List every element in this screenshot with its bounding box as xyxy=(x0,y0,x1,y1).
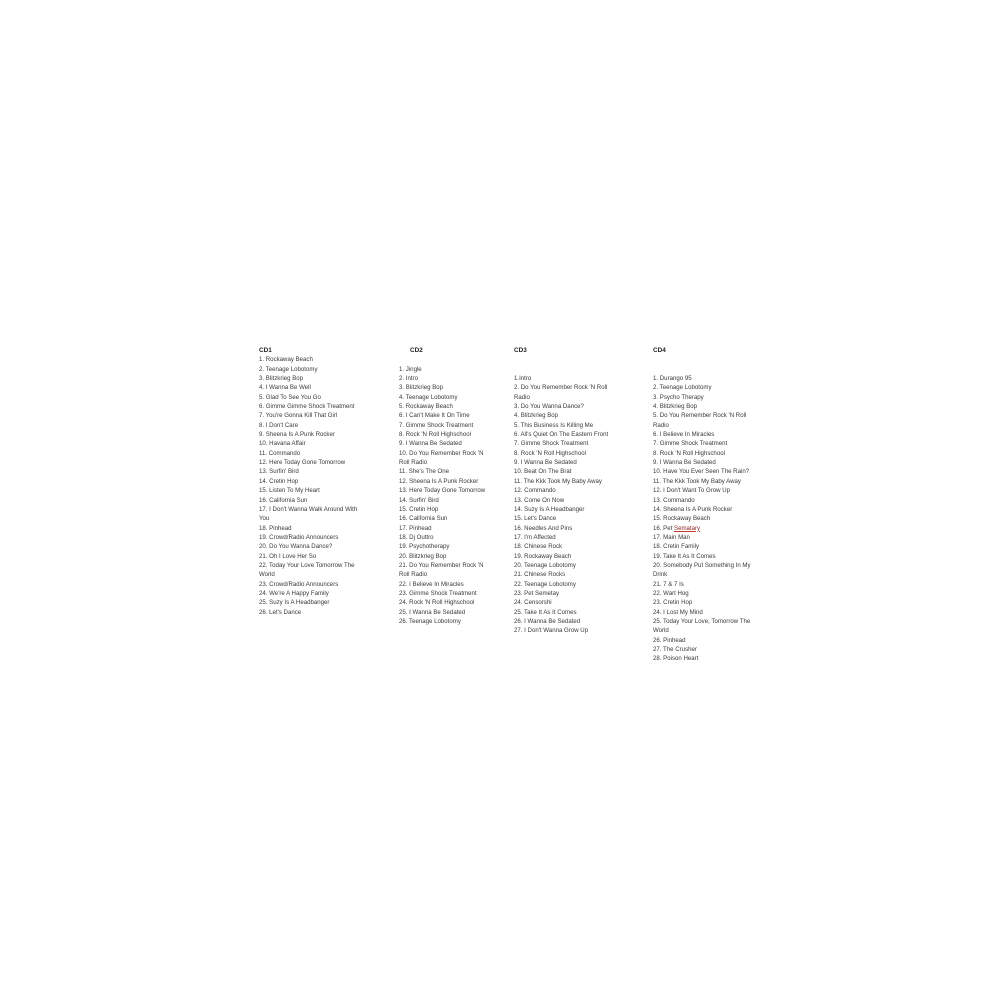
track-item: 12. I Don't Want To Grow Up xyxy=(653,487,731,495)
track-list xyxy=(514,374,614,636)
track-item: 15. Rockaway Beach xyxy=(653,515,711,523)
track-list xyxy=(399,365,489,627)
track-item: 4. Teenage Lobotomy xyxy=(399,393,458,401)
track-item: 16. Needles And Pins xyxy=(514,524,573,532)
track-item: 9. I Wanna Be Sedated xyxy=(399,440,462,448)
track-item: 2. Do You Remember Rock 'N Roll Radio xyxy=(514,384,608,401)
track-item: 24. Rock 'N Roll Highschool xyxy=(399,599,475,607)
track-item: 23. Crowd/Radio Announcers xyxy=(259,580,339,588)
track-item: 2. Teenage Lobotomy xyxy=(653,384,712,392)
track-item: 3. Psycho Therapy xyxy=(653,393,704,401)
track-item: 28. Poison Heart xyxy=(653,655,699,663)
track-item: 19. Psychotherapy xyxy=(399,543,450,551)
spacer xyxy=(653,355,753,364)
track-item: 27. The Crusher xyxy=(653,646,697,653)
track-item: 1. Durango 95 xyxy=(653,375,692,383)
track-item: 13. Come On Now xyxy=(514,496,565,504)
track-item: 26. Pinhead xyxy=(653,636,686,644)
track-item: 5. Rockaway Beach xyxy=(399,403,453,411)
spacer xyxy=(653,365,753,374)
track-item: 8. Rock 'N Roll Highschool xyxy=(653,449,725,457)
disc-heading: CD1 xyxy=(259,347,272,354)
track-item: 3. Blitzkrieg Bop xyxy=(399,384,444,392)
track-item: 26. Teenage Lobotomy xyxy=(399,617,461,625)
track-item: 19. Take It As It Comes xyxy=(653,552,716,560)
track-item: 5. Glad To See You Go xyxy=(259,393,321,401)
track-item: 17. I Don't Wanna Walk Around With You xyxy=(259,505,358,523)
track-item: 23. Pet Semetay xyxy=(514,589,560,597)
track-item: 3. Blitzkrieg Bop xyxy=(259,375,304,383)
disc-column-cd4 xyxy=(653,346,753,664)
track-item: 10. Have You Ever Seen The Rain? xyxy=(653,468,750,476)
track-item: 17. Pinhead xyxy=(399,524,432,532)
track-item: 19. Rockaway Beach xyxy=(514,552,572,560)
track-item: 7. Gimme Shock Treatment xyxy=(653,440,728,448)
track-item: 22. I Believe In Miracles xyxy=(399,580,464,588)
track-item: 1. Jingle xyxy=(399,365,422,373)
spacer xyxy=(514,355,614,364)
track-item: 10. Beat On The Brat xyxy=(514,468,572,476)
track-item: 9. I Wanna Be Sedated xyxy=(653,459,716,467)
track-item: 26. I Wanna Be Sedated xyxy=(514,617,581,625)
track-item: 16. California Sun xyxy=(399,515,448,523)
track-item: 16. Pet Sematary xyxy=(653,524,701,532)
track-item: 22. Teenage Lobotomy xyxy=(514,580,576,588)
spellcheck-flagged-word: Sematary xyxy=(674,524,701,532)
track-item: 15. Cretin Hop xyxy=(399,505,439,513)
track-item: 7. Gimme Shock Treatment xyxy=(514,440,589,448)
track-item: 7. Gimme Shock Treatment xyxy=(399,421,474,429)
track-item: 19. Crowd/Radio Announcers xyxy=(259,533,339,541)
track-item: 11. The Kkk Took My Baby Away xyxy=(653,477,741,485)
track-item: 23. Cretin Hop xyxy=(653,599,693,607)
track-item: 5. Do You Remember Rock 'N Roll Radio xyxy=(653,412,747,429)
track-item: 26. Let's Dance xyxy=(259,608,302,616)
track-item: 16. California Sun xyxy=(259,496,308,504)
track-item: 9. I Wanna Be Sedated xyxy=(514,459,577,467)
track-item: 27. I Don't Wanna Grow Up xyxy=(514,627,589,635)
track-item: 21. 7 & 7 Is xyxy=(653,580,684,588)
track-item: 25. I Wanna Be Sedated xyxy=(399,608,466,616)
track-item: 15. Listen To My Heart xyxy=(259,487,320,495)
track-item: 20. Teenage Lobotomy xyxy=(514,561,576,569)
track-item: 21. Chinese Rocks xyxy=(514,571,566,579)
track-item: 17. I'm Affected xyxy=(514,533,556,541)
track-item: 25. Today Your Love, Tomorrow The World xyxy=(653,617,751,635)
disc-heading: CD4 xyxy=(653,347,666,354)
track-list xyxy=(259,355,367,617)
track-item: 13. Commando xyxy=(653,496,695,504)
track-item: 6. Gimme Gimme Shock Treatment xyxy=(259,403,355,411)
track-item: 2. Teenage Lobotomy xyxy=(259,365,318,373)
track-item: 8. Rock 'N Roll Highschool xyxy=(514,449,586,457)
track-item: 25. Suzy Is A Headbanger xyxy=(259,599,330,607)
track-item: 4. Blitzkrieg Bop xyxy=(653,403,698,411)
track-item: 15. Let's Dance xyxy=(514,515,557,523)
track-item: 1.Intro xyxy=(514,375,532,383)
track-item: 14. Surfin' Bird xyxy=(399,496,439,504)
disc-column-cd2 xyxy=(399,346,489,626)
disc-column-cd1 xyxy=(259,346,367,617)
track-item: 21. Oh I Love Her So xyxy=(259,552,317,560)
track-item: 3. Do You Wanna Dance? xyxy=(514,403,584,411)
track-item: 14. Suzy Is A Headbanger xyxy=(514,505,585,513)
track-item: 20. Blitzkrieg Bop xyxy=(399,552,447,560)
track-item: 6. I Believe In Miracles xyxy=(653,431,715,439)
track-item: 4. I Wanna Be Well xyxy=(259,384,311,392)
track-item: 1. Rockaway Beach xyxy=(259,356,313,364)
track-item: 22. Wart Hog xyxy=(653,589,689,597)
track-item: 23. Gimme Shock Treatment xyxy=(399,589,477,597)
track-item: 12. Commando xyxy=(514,487,556,495)
track-item: 24. I Lost My Mind xyxy=(653,608,703,616)
track-item: 17. Main Man xyxy=(653,533,690,541)
track-item: 14. Cretin Hop xyxy=(259,477,299,485)
track-item: 8. Rock 'N Roll Highschool xyxy=(399,431,471,439)
track-item: 18. Cretin Family xyxy=(653,543,700,551)
track-item: 24. Censorshi xyxy=(514,599,552,607)
track-item: 14. Sheena Is A Punk Rocker xyxy=(653,505,733,513)
track-item: 11. Commando xyxy=(259,449,301,457)
track-item: 20. Do You Wanna Dance? xyxy=(259,543,333,551)
track-item: 4. Blitzkrieg Bop xyxy=(514,412,559,420)
track-item: 22. Today Your Love Tomorrow The World xyxy=(259,561,355,579)
track-item: 10. Havana Affair xyxy=(259,440,306,448)
track-item: 8. I Don't Care xyxy=(259,421,299,429)
track-item: 11. The Kkk Took My Baby Away xyxy=(514,477,602,485)
track-item: 12. Here Today Gone Tomorrow xyxy=(259,459,346,467)
track-list xyxy=(653,374,753,664)
track-item: 13. Here Today Gone Tomorrow xyxy=(399,487,486,495)
track-item: 12. Sheena Is A Punk Rocker xyxy=(399,477,479,485)
track-item: 10. Do You Remember Rock 'N Roll Radio xyxy=(399,449,484,467)
spacer xyxy=(399,355,489,364)
track-item: 11. She's The One xyxy=(399,468,450,476)
disc-heading: CD3 xyxy=(514,347,527,354)
track-item: 18. Chinese Rock xyxy=(514,543,563,551)
track-item: 13. Surfin' Bird xyxy=(259,468,299,476)
track-item: 9. Sheena Is A Punk Rocker xyxy=(259,431,335,439)
track-item: 18. Pinhead xyxy=(259,524,292,532)
track-item: 6. All's Quiet On The Eastern Front xyxy=(514,431,609,439)
track-item: 2. Intro xyxy=(399,375,418,383)
track-item: 6. I Can't Make It On Time xyxy=(399,412,470,420)
track-item: 7. You're Gonna Kill That Girl xyxy=(259,412,338,420)
track-item: 20. Somebody Put Something In My Drink xyxy=(653,561,751,579)
disc-heading: CD2 xyxy=(410,347,423,354)
disc-column-cd3 xyxy=(514,346,614,636)
track-item: 24. We're A Happy Family xyxy=(259,589,329,597)
track-item: 5. This Business Is Killing Me xyxy=(514,421,594,429)
spacer xyxy=(514,365,614,374)
track-item: 18. Dj Outtro xyxy=(399,533,434,541)
track-item: 25. Take It As It Comes xyxy=(514,608,577,616)
track-item: 21. Do You Remember Rock 'N Roll Radio xyxy=(399,561,484,579)
